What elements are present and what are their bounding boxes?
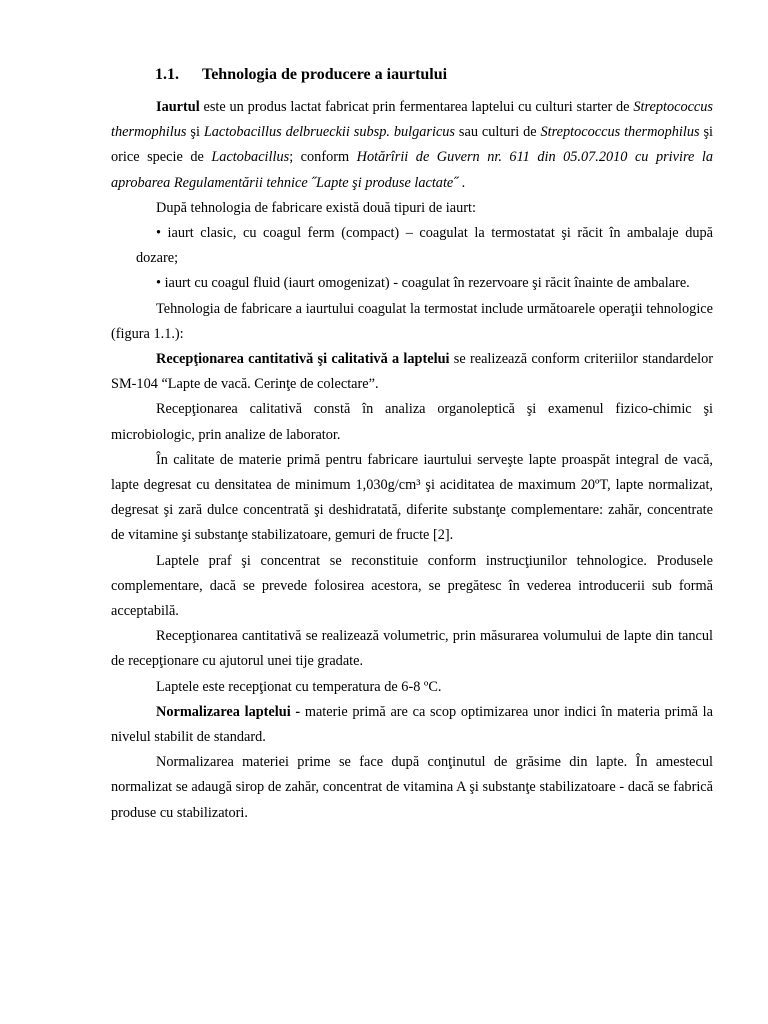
text-span: materie primă are ca scop optimizarea unor indici în materia primă la nivelul stabilit de standard. [111, 703, 713, 746]
paragraph-raw-material: În calitate de materie primă pentru fabricare iaurtului serveşte lapte proaspăt integral de vacă, lapte degresat cu densitatea de minimum 1,030g/cm³ şi aciditatea de maximum 20ºT, lapte normalizat, degresat şi zară dulce concentrată şi deshidratată, diferite substanţe complementare: zahăr, concentrate de vitamine şi substanţe stabilizatoare, gemuri de fructe [2]. [111, 451, 713, 544]
species-name: Lactobacillus delbrueckii subsp. bulgaricus [203, 124, 455, 141]
species-name: Streptococcus thermophilus [111, 99, 713, 141]
paragraph-normalization-details: Normalizarea materiei prime se face după conţinutul de grăsime din lapte. În amestecul normalizat se adaugă sirop de zahăr, concentrat de vitamina A şi substanţe stabilizatoare - dacă se fabrică produse cu stabilizatori. [111, 754, 713, 821]
paragraph-powdered-milk: Laptele praf şi concentrat se reconstituie conform instrucţiunilor tehnologice. Produsele complementare, dacă se prevede folosirea acestora, se pregătesc în vederea introducerii sub formă acceptabilă. [111, 552, 713, 620]
document-page [111, 64, 713, 826]
text-span: şi orice specie de [111, 124, 713, 166]
regulation-reference: Hotărîrii de Guvern nr. 611 din 05.07.2010 cu privire la aprobarea Regulamentării tehnice ˝Lapte şi produse lactate˝ [111, 149, 713, 191]
paragraph-quantity-reception: Recepţionarea cantitativă se realizează volumetric, prin măsurarea volumului de lapte din tancul de recepţionare cu ajutorul unei tije gradate. [111, 628, 713, 670]
paragraph-reception-temperature: Laptele este recepţionat cu temperatura de 6-8 ºC. [156, 678, 442, 695]
list-item-fluid-yogurt: • iaurt cu coagul fluid (iaurt omogenizat) - coagulat în rezervoare şi răcit înainte de ambalare. [156, 275, 690, 292]
list-item-classic-yogurt: • iaurt clasic, cu coagul ferm (compact) – coagulat la termostatat şi răcit în ambalaje după dozare; [136, 225, 713, 267]
text-span: se realizează conform criteriilor standardelor SM-104 “Lapte de vacă. Cerinţe de colectare”. [111, 351, 713, 393]
text-span: . [458, 174, 466, 191]
term-normalization: Normalizarea laptelui - [156, 703, 301, 720]
section-number: 1.1. [155, 66, 179, 83]
paragraph-quality-reception: Recepţionarea calitativă constă în analiza organoleptică şi examenul fizico-chimic şi microbiologic, prin analize de laborator. [111, 401, 713, 443]
text-span: şi [186, 124, 204, 141]
paragraph-milk-reception [111, 347, 713, 397]
species-name: Lactobacillus [211, 149, 290, 166]
text-span: ; conform [289, 149, 357, 166]
paragraph-yogurt-definition [111, 95, 713, 196]
section-title: Tehnologia de producere a iaurtului [202, 66, 448, 83]
term-iaurtul: Iaurtul [156, 99, 200, 115]
section-heading [155, 64, 713, 86]
paragraph-technology-operations: Tehnologia de fabricare a iaurtului coagulat la termostat include următoarele operaţii tehnologice (figura 1.1.): [111, 300, 713, 342]
text-span: sau culturi de [455, 124, 541, 141]
term-reception: Recepţionarea cantitativă şi calitativă a laptelui [156, 351, 450, 368]
text-span: este un produs lactat fabricat prin fermentarea laptelui cu culturi starter de [199, 99, 634, 115]
species-name: Streptococcus thermophilus [540, 124, 700, 141]
paragraph-yogurt-types: După tehnologia de fabricare există două tipuri de iaurt: [156, 199, 476, 216]
paragraph-normalization [111, 700, 713, 750]
